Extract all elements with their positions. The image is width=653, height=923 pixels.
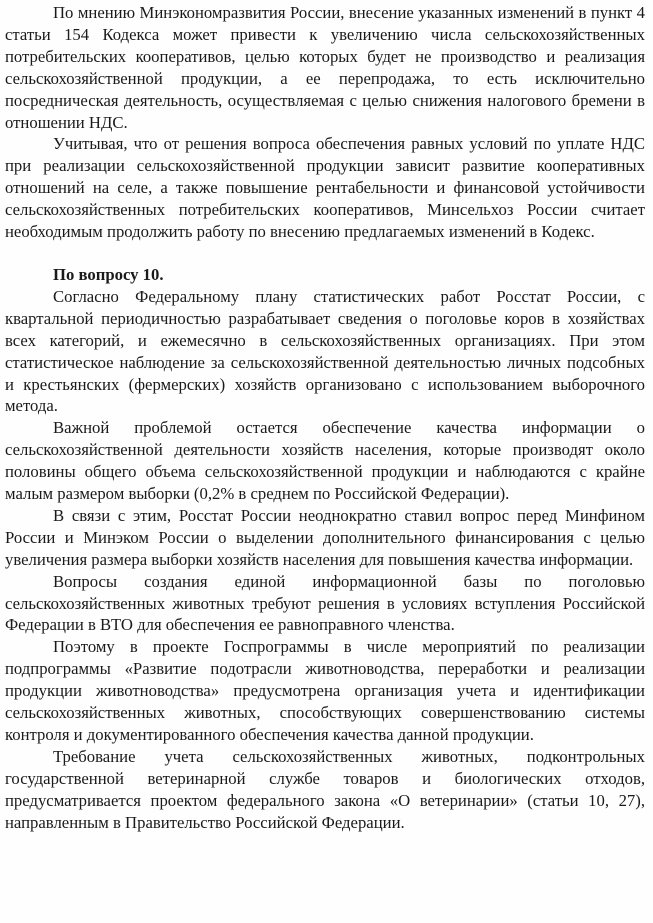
paragraph-data-quality: Важной проблемой остается обеспечение качества информации о сельскохозяйственной деятельности хозяйств населения, которые производят около половины общего объема сельскохозяйственной продукции и наблюдаются с крайне малым размером выборки (0,2% в среднем по Российской Федерации). <box>5 418 645 504</box>
section-heading: По вопросу 10. <box>53 264 164 284</box>
paragraph-minselkhoz-position: Учитывая, что от решения вопроса обеспечения равных условий по уплате НДС при реализации сельскохозяйственной продукции зависит развитие кооперативных отношений на селе, а также повышение рентабельности и финансовой устойчивости сельскохозяйственных потребительских кооперативов, Минсельхоз России считает необходимым продолжить работу по внесению предлагаемых изменений в Кодекс. <box>5 134 645 242</box>
paragraph-spacer <box>5 243 645 264</box>
paragraph-database-wto: Вопросы создания единой информационной базы по поголовью сельскохозяйственных животных требуют решения в условиях вступления Российской Федерации в ВТО для обеспечения ее равноправного членства. <box>5 571 645 635</box>
paragraph-minekonom-opinion: По мнению Минэкономразвития России, внесение указанных изменений в пункт 4 статьи 154 Кодекса может привести к увеличению числа сельскохозяйственных потребительских кооперативов, целью которых будет не производство и реализация сельскохозяйственной продукции, а ее перепродажа, то есть исключительно посредническая деятельность, осуществляемая с целью снижения налогового бремени в отношении НДС. <box>5 3 645 132</box>
paragraph-funding-request: В связи с этим, Росстат России неоднократно ставил вопрос перед Минфином России и Минэком России о выделении дополнительного финансирования с целью увеличения размера выборки хозяйств населения для повышения качества информации. <box>5 505 645 569</box>
paragraph-state-program: Поэтому в проекте Госпрограммы в числе мероприятий по реализации подпрограммы «Развитие подотрасли животноводства, переработки и реализации продукции животноводства» предусмотрена организация учета и идентификации сельскохозяйственных животных, способствующих совершенствованию системы контроля и документированного обеспечения качества данной продукции. <box>5 637 645 744</box>
paragraph-rosstat-plan: Согласно Федеральному плану статистических работ Росстат России, с квартальной периодичностью разрабатывает сведения о поголовье коров в хозяйствах всех категорий, и ежемесячно в сельскохозяйственных организациях. При этом статистическое наблюдение за сельскохозяйственной деятельностью личных подсобных и крестьянских (фермерских) хозяйств организовано с использованием выборочного метода. <box>5 286 645 416</box>
paragraph-veterinary-law: Требование учета сельскохозяйственных животных, подконтрольных государственной ветеринарной службе товаров и биологических отходов, предусматривается проектом федерального закона «О ветеринарии» (статьи 10, 27), направленным в Правительство Российской Федерации. <box>5 746 645 832</box>
